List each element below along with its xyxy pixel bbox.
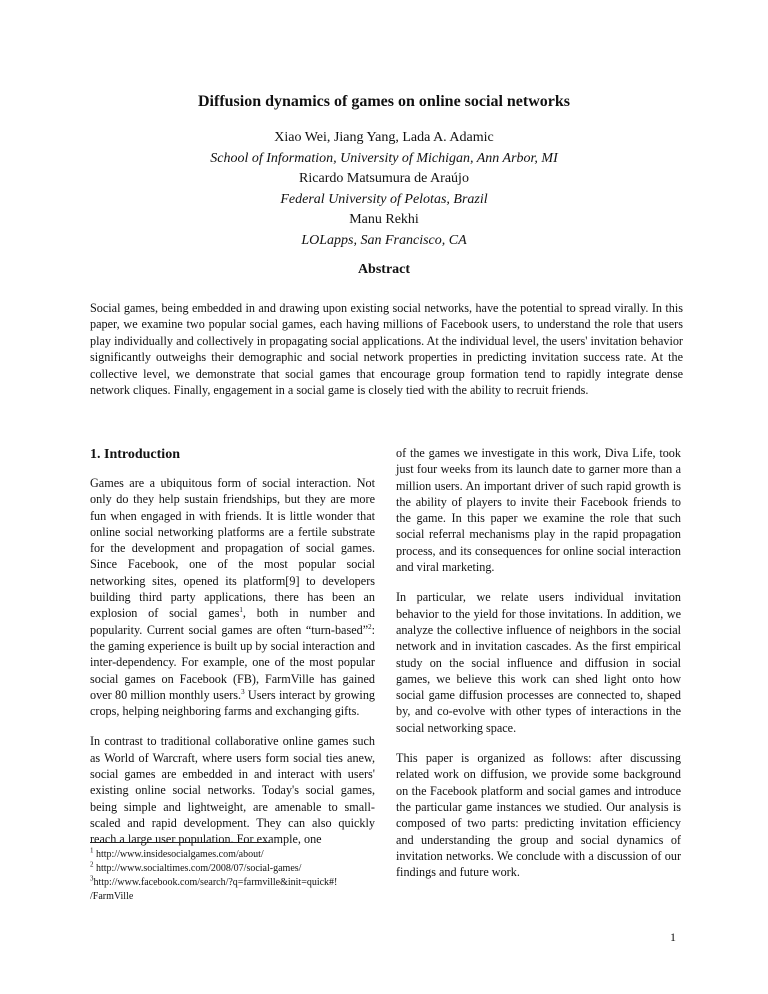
intro-p1-text-b: , both in number and popularity. Current social games are often “turn-based” xyxy=(90,606,375,637)
footnote-url-continued[interactable]: /FarmVille xyxy=(90,891,134,902)
intro-p1-text-d: Users interact by growing crops, helping neighboring farms and exchanging gifts. xyxy=(90,687,376,719)
intro-p1-text-c: : the gaming experience is built up by social interaction and inter-dependency. For example, one of the most popular social games on Facebook (FB), FarmVille has gained over 80 million monthly users. xyxy=(90,622,375,702)
footnote-number: 1 xyxy=(90,846,94,855)
right-column xyxy=(396,445,681,894)
section-heading-introduction: 1. Introduction xyxy=(90,447,180,462)
footnote-1 xyxy=(90,848,390,862)
footnotes xyxy=(90,848,390,904)
intro-paragraph-2: In contrast to traditional collaborative online games such as World of Warcraft, where users form social ties anew, social games are embedded in and interact with users' existing online social networks. Today's social games, being simple and lightweight, are amenable to small-scaled and rapid development. They can also quickly reach a large user population. For example, one xyxy=(90,734,375,847)
affiliation-pelotas: Federal University of Pelotas, Brazil xyxy=(280,191,488,207)
page-number: 1 xyxy=(670,930,676,944)
author-name-araujo: Ricardo Matsumura de Araújo xyxy=(299,171,469,187)
abstract-heading: Abstract xyxy=(357,262,411,277)
author-names: Xiao Wei, Jiang Yang, Lada A. Adamic xyxy=(274,130,494,145)
footnote-url[interactable]: http://www.insidesocialgames.com/about/ xyxy=(93,849,264,860)
footnote-ref-1: 1 xyxy=(239,606,243,615)
footnote-url[interactable]: http://www.socialtimes.com/2008/07/social-games/ xyxy=(93,863,302,874)
footnote-divider xyxy=(90,842,270,843)
intro-paragraph-1 xyxy=(90,475,375,719)
affiliation-lolapps: LOLapps, San Francisco, CA xyxy=(301,232,467,248)
intro-p1-text-a: Games are a ubiquitous form of social interaction. Not only do they help sustain friendships, but they are more fun when engaged in with friends. It is little wonder that online social networking platforms are a fertile substrate for the development and propagation of social games. Since Facebook, one of the most popular social networking sites, opened its platform[9] to developers building third party applications, there has been an explosion of social games xyxy=(90,476,375,621)
footnote-number: 3 xyxy=(90,874,94,883)
footnote-ref-2: 2 xyxy=(368,622,372,631)
footnote-ref-3: 3 xyxy=(241,687,245,696)
affiliation-michigan: School of Information, University of Michigan, Ann Arbor, MI xyxy=(210,150,558,166)
abstract-text: Social games, being embedded in and drawing upon existing social networks, have the potential to spread virally. In this paper, we examine two popular social games, each having millions of Facebook users, to understand the role that users play individually and collectively in propagating social applications. At the individual level, the users' invitation behavior significantly outweighs their demographic and social network properties in predicting invitation success rate. At the collective level, we demonstrate that social games that encourage group formation tend to rapidly integrate dense network cliques. Finally, engagement in a social game is closely tied with the ability to recruit friends. xyxy=(90,301,683,398)
footnote-3 xyxy=(90,876,390,890)
footnote-url[interactable]: http://www.facebook.com/search/?q=farmville&init=quick#! xyxy=(93,877,338,888)
intro-paragraph-5: This paper is organized as follows: after discussing related work on diffusion, we provide some background on the Facebook platform and social games and introduce the particular game instances we studied. Our analysis is composed of two parts: predicting invitation efficiency and understanding the group and social dynamics of invitation networks. We conclude with a discussion of our findings and future work. xyxy=(396,751,681,880)
footnote-3-continued xyxy=(90,890,390,904)
intro-paragraph-4: In particular, we relate users individual invitation behavior to the yield for those invitations. In addition, we analyze the collective influence of neighbors in the social network and in invitation cascades. As the first empirical study on the social influence and diffusion in social games, we believe this work can shed light onto how social game diffusion processes are connected to, shaped by, and co-evolve with other types of interactions in the social networking space. xyxy=(396,590,681,735)
footnote-number: 2 xyxy=(90,860,94,869)
author-name-rekhi: Manu Rekhi xyxy=(349,212,419,228)
paper-title: Diffusion dynamics of games on online social networks xyxy=(197,93,571,110)
author-block xyxy=(0,128,768,252)
intro-paragraph-3: of the games we investigate in this work, Diva Life, took just four weeks from its launch date to garner more than a million users. An important driver of such rapid growth is the ability of players to invite their Facebook friends to the game. In this paper we examine the role that such social referral mechanisms play in the rapid propagation process, and its consequences for online social interaction and viral marketing. xyxy=(396,446,681,575)
left-column xyxy=(90,445,375,862)
footnote-2 xyxy=(90,862,390,876)
